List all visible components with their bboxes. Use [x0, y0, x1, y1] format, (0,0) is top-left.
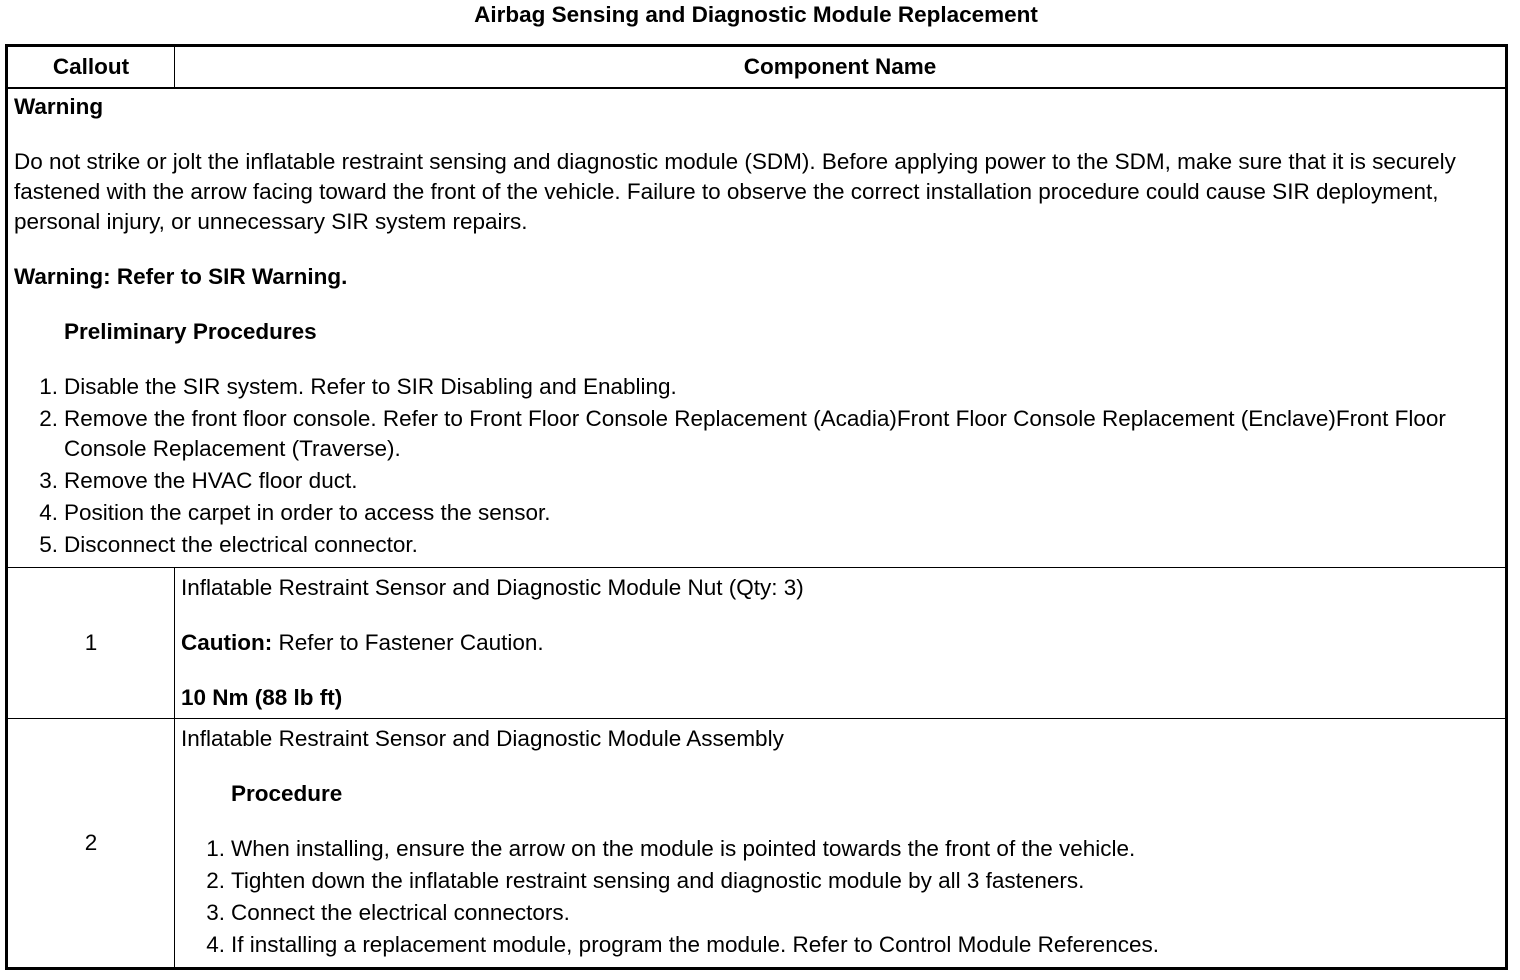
component-cell	[175, 568, 1507, 719]
list-item	[14, 530, 1495, 560]
table-row	[7, 719, 1507, 969]
step-number: 3.	[39, 468, 58, 493]
procedure-steps-list	[181, 834, 1495, 960]
table-row	[7, 568, 1507, 719]
list-item	[14, 466, 1495, 496]
step-number: 3.	[206, 900, 225, 925]
step-text: When installing, ensure the arrow on the module is pointed towards the front of the vehicle.	[231, 836, 1136, 861]
caution-label: Caution:	[181, 630, 273, 655]
torque-spec: 10 Nm (88 lb ft)	[181, 685, 343, 710]
component-name: Inflatable Restraint Sensor and Diagnostic Module Nut (Qty: 3)	[181, 575, 804, 600]
step-text: Tighten down the inflatable restraint sensing and diagnostic module by all 3 fasteners.	[231, 868, 1085, 893]
step-number: 1.	[39, 374, 58, 399]
step-text: Remove the front floor console. Refer to Front Floor Console Replacement (Acadia)Front Floor Console Replacement (Enclave)Front Floor Console Replacement (Traverse).	[64, 406, 1446, 461]
warning-reference: Warning: Refer to SIR Warning.	[14, 264, 348, 289]
warning-cell	[7, 88, 1507, 568]
step-number: 2.	[206, 868, 225, 893]
step-text: Remove the HVAC floor duct.	[64, 468, 358, 493]
page-title: Airbag Sensing and Diagnostic Module Replacement	[474, 2, 1038, 27]
callout-column-header: Callout	[7, 46, 175, 89]
list-item	[181, 898, 1495, 928]
component-cell	[175, 719, 1507, 969]
procedure-heading: Procedure	[231, 781, 343, 806]
list-item	[14, 404, 1495, 464]
step-number: 4.	[39, 500, 58, 525]
list-item	[181, 866, 1495, 896]
caution-text: Refer to Fastener Caution.	[272, 630, 544, 655]
preliminary-steps-list	[14, 372, 1495, 560]
list-item	[181, 930, 1495, 960]
step-number: 5.	[39, 532, 58, 557]
caution-line	[181, 628, 1495, 658]
list-item	[14, 498, 1495, 528]
step-text: If installing a replacement module, program the module. Refer to Control Module References.	[231, 932, 1159, 957]
step-number: 2.	[39, 406, 58, 431]
component-name-column-header: Component Name	[175, 46, 1507, 89]
list-item	[14, 372, 1495, 402]
component-name: Inflatable Restraint Sensor and Diagnostic Module Assembly	[181, 726, 784, 751]
warning-row	[7, 88, 1507, 568]
preliminary-procedures-heading: Preliminary Procedures	[64, 319, 317, 344]
step-text: Position the carpet in order to access the sensor.	[64, 500, 551, 525]
step-text: Disconnect the electrical connector.	[64, 532, 418, 557]
warning-heading: Warning	[14, 94, 104, 119]
callout-number: 1	[7, 568, 175, 719]
callout-number: 2	[7, 719, 175, 969]
list-item	[181, 834, 1495, 864]
step-text: Disable the SIR system. Refer to SIR Disabling and Enabling.	[64, 374, 677, 399]
step-text: Connect the electrical connectors.	[231, 900, 570, 925]
table-header-row	[7, 46, 1507, 89]
step-number: 4.	[206, 932, 225, 957]
warning-text: Do not strike or jolt the inflatable restraint sensing and diagnostic module (SDM). Before applying power to the SDM, make sure that it is securely fastened with the arrow facing toward the front of the vehicle. Failure to observe the correct installation procedure could cause SIR deployment, personal injury, or unnecessary SIR system repairs.	[14, 149, 1456, 234]
step-number: 1.	[206, 836, 225, 861]
procedure-table	[5, 44, 1508, 970]
